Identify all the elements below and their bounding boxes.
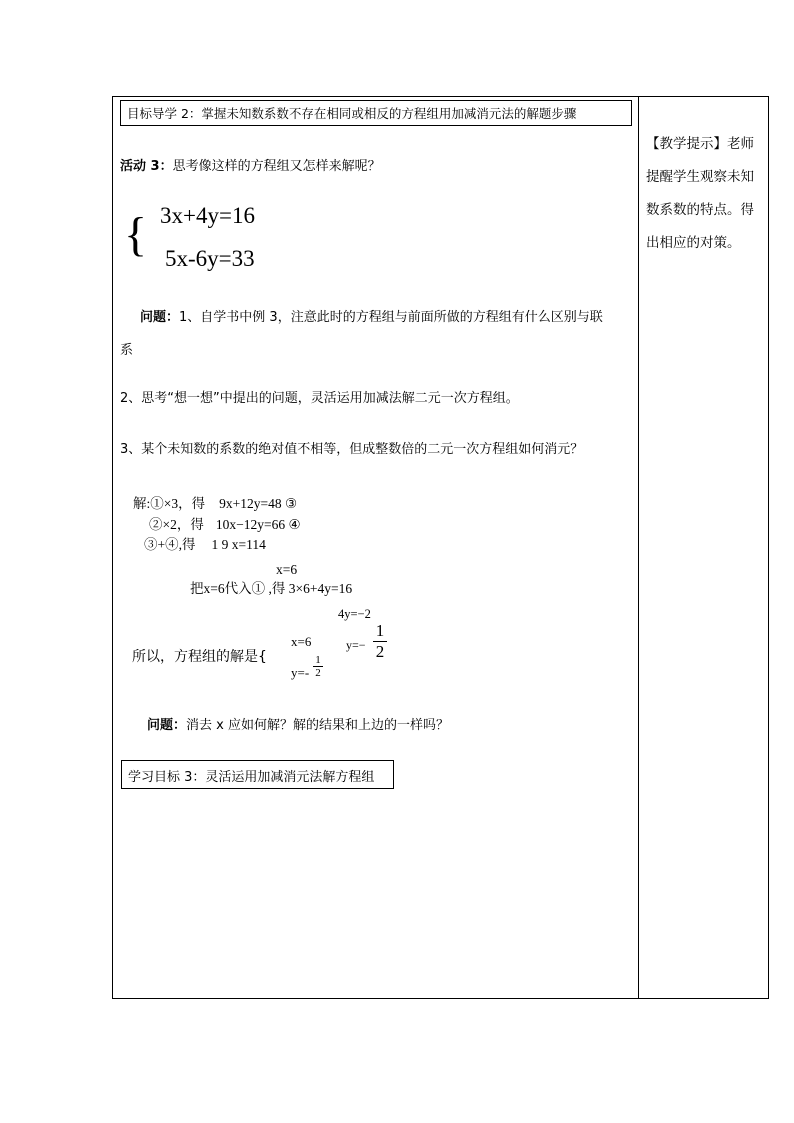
question-1: [140, 306, 603, 325]
y-fraction: $\frac{1}{2}$: [373, 621, 387, 662]
item-3: 3、某个未知数的系数的绝对值不相等，但成整数倍的二元一次方程组如何消元？: [120, 442, 584, 457]
y4-line: 4y=−2: [338, 607, 371, 621]
item-2: 2、思考“想一想”中提出的问题，灵活运用加减法解二元一次方程组。: [120, 391, 519, 406]
substitution-line: 把x=6代入① ,得 3×6+4y=16: [190, 581, 353, 596]
activity-text: 思考像这样的方程组又怎样来解呢？: [172, 159, 381, 174]
solution-step-1: 解:①×3，得 9x+12y=48 ③: [133, 496, 298, 511]
goal-3-box: [121, 760, 394, 789]
x-value: x=6: [276, 562, 298, 577]
final-x: x=6: [291, 634, 312, 649]
system-eq1: 3x+4y=16: [160, 203, 255, 228]
question-1-line2: 系: [120, 343, 134, 358]
column-divider: [638, 96, 639, 999]
system-eq2: 5x-6y=33: [165, 246, 255, 271]
solution-step-3: ③+④,得 1 9 x=114: [144, 537, 266, 552]
activity-line: [120, 155, 381, 174]
goal-2-text: 目标导学 2：掌握未知数系数不存在相同或相反的方程组用加减消元法的解题步骤: [127, 106, 577, 121]
goal-3-text: 学习目标 3：灵活运用加减消元法解方程组: [128, 770, 375, 785]
conclusion-text: 所以，方程组的解是{: [132, 649, 267, 665]
question-2-label: 问题：: [147, 718, 187, 733]
goal-2-box: [120, 100, 632, 126]
question-1-line1: 1、自学书中例 3，注意此时的方程组与前面所做的方程组有什么区别与联: [179, 310, 603, 325]
teaching-tip: 【教学提示】老师提醒学生观察未知数系数的特点。得出相应的对策。: [646, 136, 754, 251]
y-prefix: y=−: [346, 638, 366, 652]
question-1-label: 问题：: [140, 310, 180, 325]
final-y-fraction: $\frac{1}{2}$: [313, 654, 323, 679]
final-y-prefix: y=-: [291, 665, 310, 680]
activity-label: 活动 3：: [120, 159, 173, 174]
solution-step-2: ②×2，得 10x−12y=66 ④: [149, 517, 301, 532]
question-2-text: 消去 x 应如何解？解的结果和上边的一样吗？: [186, 718, 449, 733]
equation-brace: {: [124, 208, 148, 261]
question-2: [147, 714, 449, 733]
